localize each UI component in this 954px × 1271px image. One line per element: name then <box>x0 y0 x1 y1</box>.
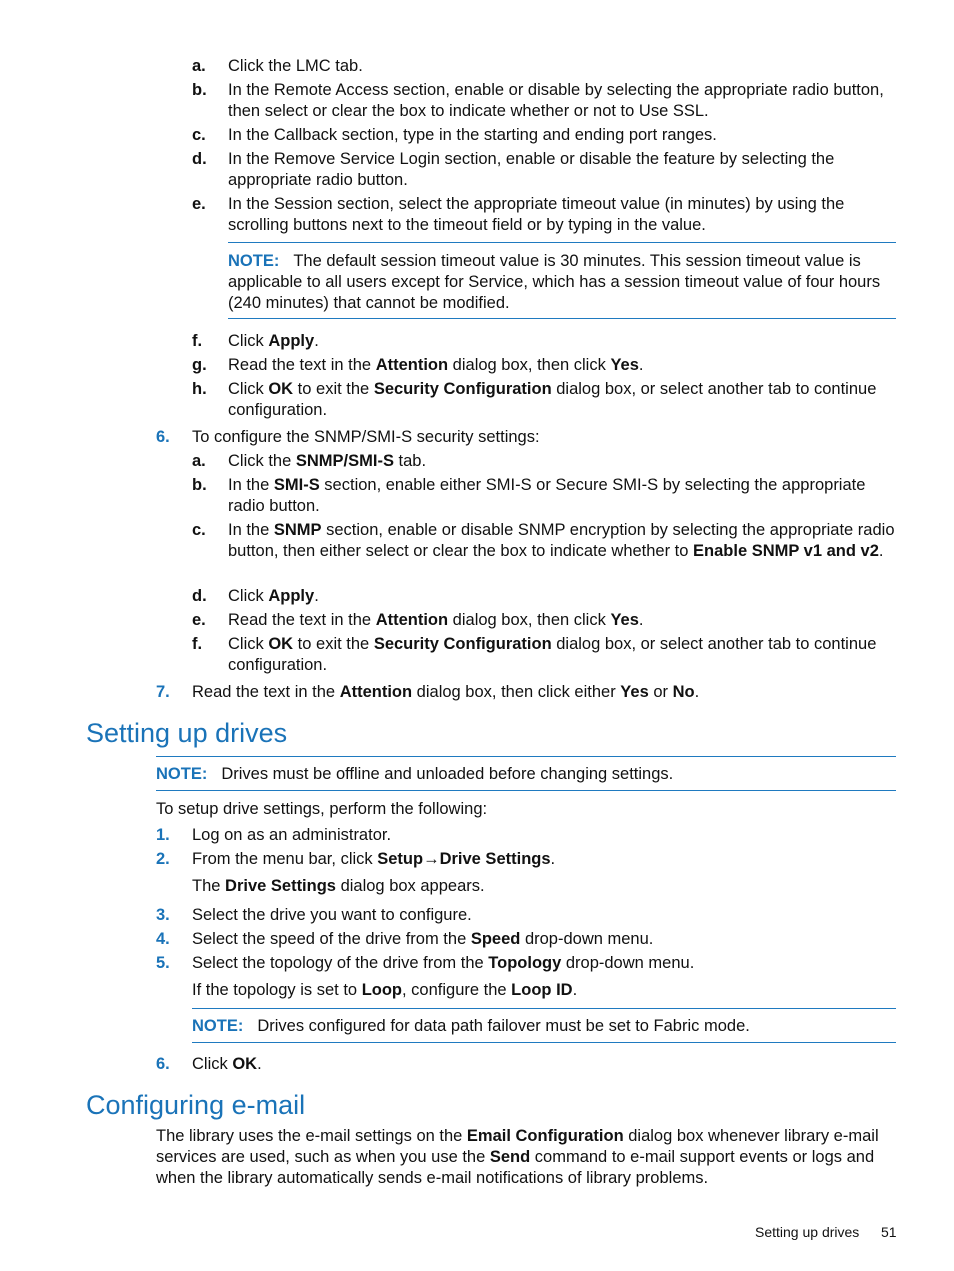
step-number: 7. <box>156 683 170 701</box>
step-marker: b. <box>192 476 207 494</box>
step-text: To configure the SNMP/SMI-S security settings: <box>192 428 540 446</box>
step-number: 2. <box>156 850 170 868</box>
step-text: Read the text in the Attention dialog box, then click Yes. <box>228 611 644 629</box>
step-text: Click the SNMP/SMI-S tab. <box>228 452 427 470</box>
step-marker: a. <box>192 57 206 75</box>
step-text: Select the drive you want to configure. <box>192 906 472 924</box>
step-text: Log on as an administrator. <box>192 826 392 844</box>
step-text: From the menu bar, click Setup→Drive Settings. <box>192 850 556 868</box>
step-text: In the Remove Service Login section, enable or disable the feature by selecting the appropriate radio button. <box>228 150 835 189</box>
section-heading-drives: Setting up drives <box>86 718 288 748</box>
drives-intro: To setup drive settings, perform the following: <box>156 800 488 818</box>
step-text: Read the text in the Attention dialog box, then click either Yes or No. <box>192 683 700 701</box>
step-marker: e. <box>192 611 206 629</box>
step-followup: If the topology is set to Loop, configure the Loop ID. <box>192 981 578 999</box>
step-text: Click Apply. <box>228 332 319 350</box>
step-text: Click OK. <box>192 1055 262 1073</box>
step-marker: f. <box>192 332 203 350</box>
note-label: NOTE: <box>228 252 280 270</box>
step-number: 6. <box>156 1055 170 1073</box>
note-text: Drives must be offline and unloaded before changing settings. <box>221 765 674 783</box>
step-marker: a. <box>192 452 206 470</box>
note-label: NOTE: <box>192 1017 244 1035</box>
step-text: In the SNMP section, enable or disable SNMP encryption by selecting the appropriate radio button, then either select or clear the box to indicate whether to Enable SNMP v1 and v2. <box>228 521 895 560</box>
step-text: In the Remote Access section, enable or disable by selecting the appropriate radio button, then select or clear the box to indicate whether or not to Use SSL. <box>228 81 884 120</box>
step-number: 3. <box>156 906 170 924</box>
step-text: In the Callback section, type in the starting and ending port ranges. <box>228 126 717 144</box>
step-number: 4. <box>156 930 170 948</box>
step-marker: b. <box>192 81 207 99</box>
step-marker: c. <box>192 521 206 539</box>
step-text: Click OK to exit the Security Configuration dialog box, or select another tab to continue configuration. <box>228 635 877 674</box>
step-marker: f. <box>192 635 203 653</box>
email-paragraph: The library uses the e-mail settings on the Email Configuration dialog box whenever library e-mail services are used, such as when you use the Send command to e-mail support events or logs and when the library automatically sends e-mail notifications of library problems. <box>156 1127 879 1187</box>
step-marker: g. <box>192 356 207 374</box>
note-text: The default session timeout value is 30 minutes. This session timeout value is applicable to all users except for Service, which has a session timeout value of four hours (240 minutes) that cannot be modified. <box>228 252 881 312</box>
step-text: Click OK to exit the Security Configuration dialog box, or select another tab to continue configuration. <box>228 380 877 419</box>
step-followup: The Drive Settings dialog box appears. <box>192 877 485 895</box>
note-text: Drives configured for data path failover must be set to Fabric mode. <box>257 1017 750 1035</box>
step-text: In the SMI-S section, enable either SMI-S or Secure SMI-S by selecting the appropriate radio button. <box>228 476 866 515</box>
page-number: 51 <box>881 1224 897 1240</box>
step-text: Read the text in the Attention dialog box, then click Yes. <box>228 356 644 374</box>
step-marker: d. <box>192 587 207 605</box>
session-timeout-note <box>228 242 896 319</box>
fabric-mode-note <box>192 1008 896 1043</box>
step-marker: d. <box>192 150 207 168</box>
step-text: Select the speed of the drive from the Speed drop-down menu. <box>192 930 654 948</box>
section-heading-email: Configuring e-mail <box>86 1090 306 1120</box>
footer-section-title: Setting up drives <box>755 1224 860 1240</box>
step-marker: c. <box>192 126 206 144</box>
drives-offline-note <box>156 756 896 791</box>
step-text: Select the topology of the drive from the Topology drop-down menu. <box>192 954 695 972</box>
step-text: Click Apply. <box>228 587 319 605</box>
note-label: NOTE: <box>156 765 208 783</box>
step-number: 5. <box>156 954 170 972</box>
step-number: 6. <box>156 428 170 446</box>
step-text: In the Session section, select the appropriate timeout value (in minutes) by using the scrolling buttons next to the timeout field or by typing in the value. <box>228 195 845 234</box>
step-number: 1. <box>156 826 170 844</box>
step-text: Click the LMC tab. <box>228 57 363 75</box>
step-marker: h. <box>192 380 207 398</box>
step-marker: e. <box>192 195 206 213</box>
